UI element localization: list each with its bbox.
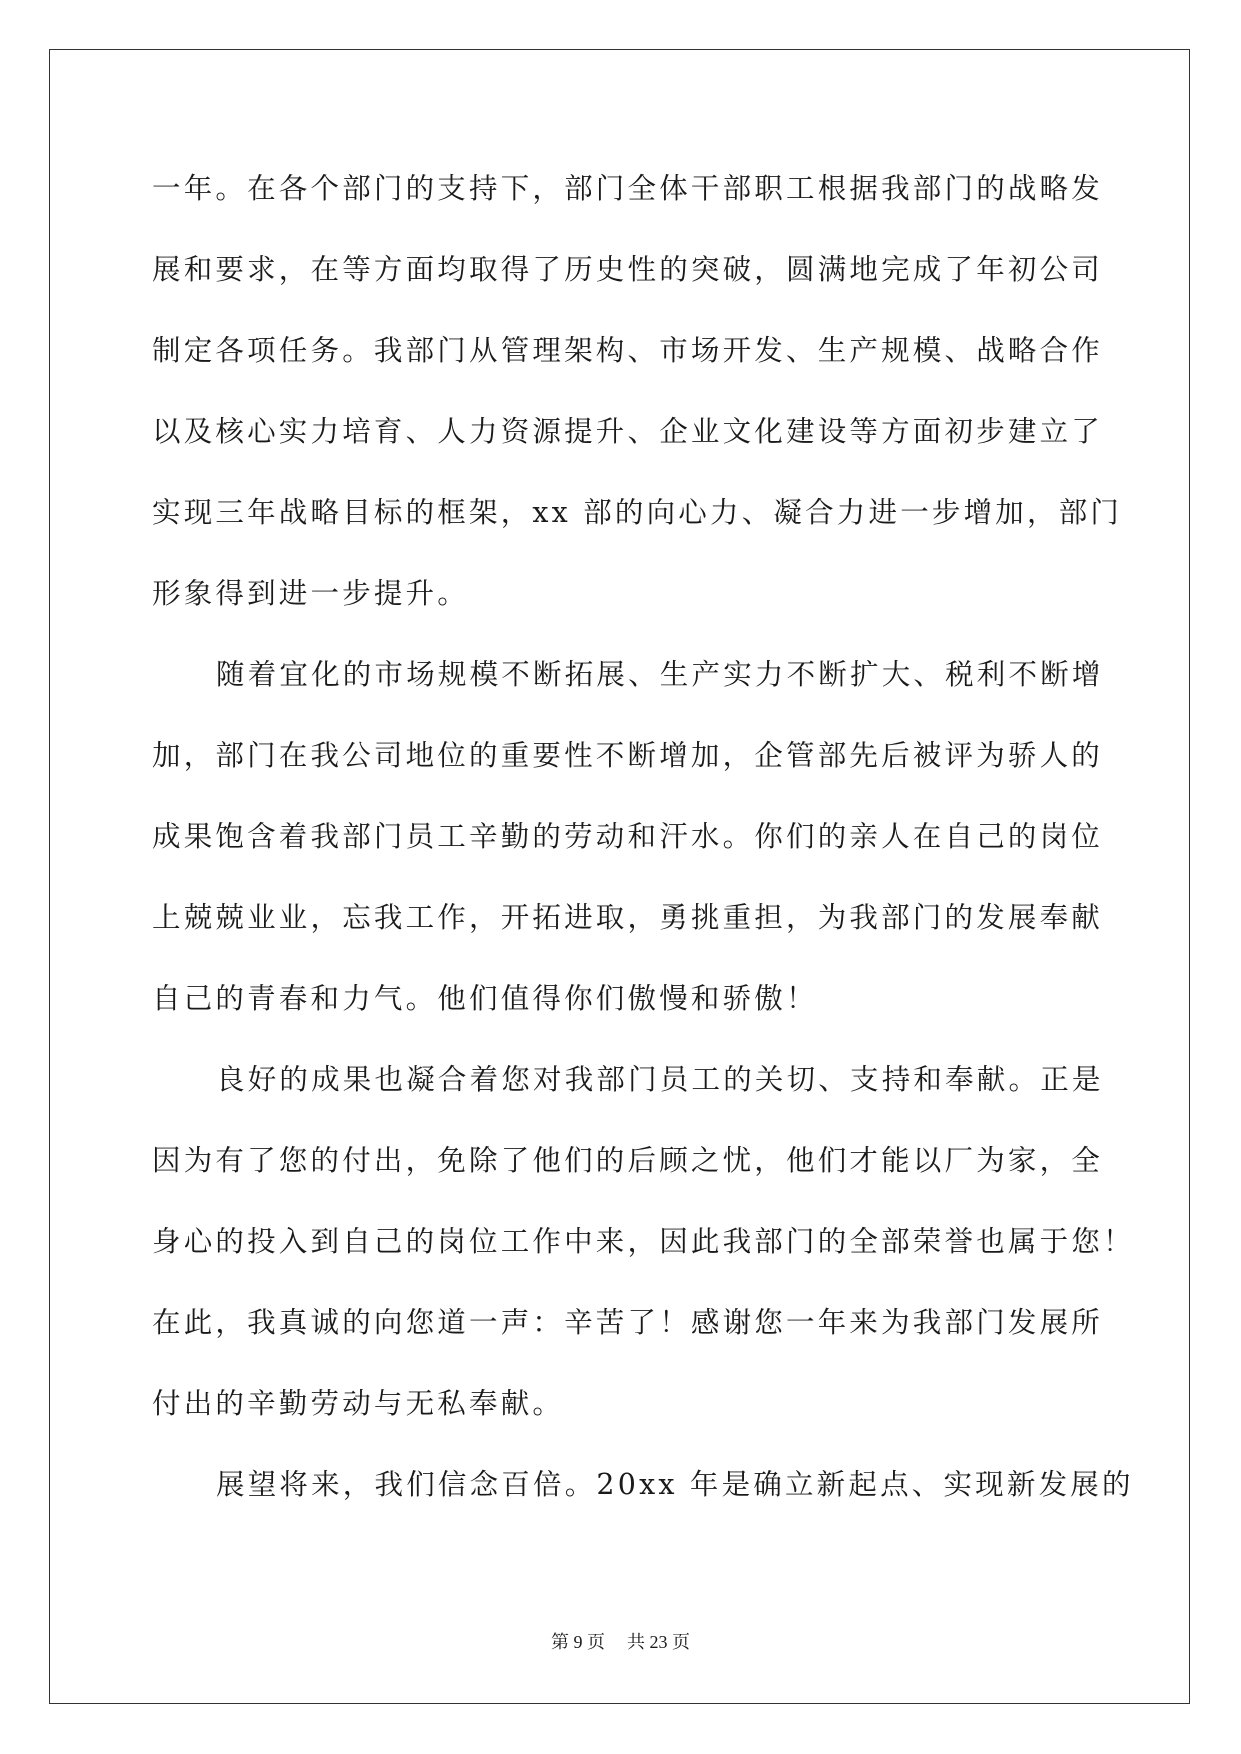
text-line: 以及核心实力培育、人力资源提升、企业文化建设等方面初步建立了 [152, 415, 1104, 448]
text-line: 上兢兢业业，忘我工作，开拓进取，勇挑重担，为我部门的发展奉献 [152, 901, 1104, 934]
page-total: 共 23 页 [627, 1632, 690, 1652]
page-footer [0, 1628, 1241, 1654]
paragraph-first-line: 随着宜化的市场规模不断拓展、生产实力不断扩大、税利不断增 [216, 658, 1104, 691]
text-line: 形象得到进一步提升。 [152, 577, 470, 610]
paragraph-first-line: 良好的成果也凝合着您对我部门员工的关切、支持和奉献。正是 [216, 1063, 1104, 1096]
document-body [152, 158, 1135, 1535]
text-line: 自己的青春和力气。他们值得你们傲慢和骄傲！ [152, 982, 818, 1015]
text-line: 实现三年战略目标的框架，xx 部的向心力、凝合力进一步增加，部门 [152, 496, 1123, 529]
text-line: 展和要求，在等方面均取得了历史性的突破，圆满地完成了年初公司 [152, 253, 1104, 286]
text-line: 制定各项任务。我部门从管理架构、市场开发、生产规模、战略合作 [152, 334, 1104, 367]
text-line: 成果饱含着我部门员工辛勤的劳动和汗水。你们的亲人在自己的岗位 [152, 820, 1104, 853]
paragraph-first-line: 展望将来，我们信念百倍。20xx 年是确立新起点、实现新发展的 [216, 1468, 1134, 1501]
text-line: 加，部门在我公司地位的重要性不断增加，企管部先后被评为骄人的 [152, 739, 1104, 772]
text-line: 在此，我真诚的向您道一声：辛苦了！感谢您一年来为我部门发展所 [152, 1306, 1104, 1339]
text-line: 一年。在各个部门的支持下，部门全体干部职工根据我部门的战略发 [152, 172, 1104, 205]
text-line: 因为有了您的付出，免除了他们的后顾之忧，他们才能以厂为家，全 [152, 1144, 1104, 1177]
text-line: 付出的辛勤劳动与无私奉献。 [152, 1387, 565, 1420]
text-line: 身心的投入到自己的岗位工作中来，因此我部门的全部荣誉也属于您！ [152, 1225, 1135, 1258]
page-number: 第 9 页 [551, 1632, 605, 1652]
